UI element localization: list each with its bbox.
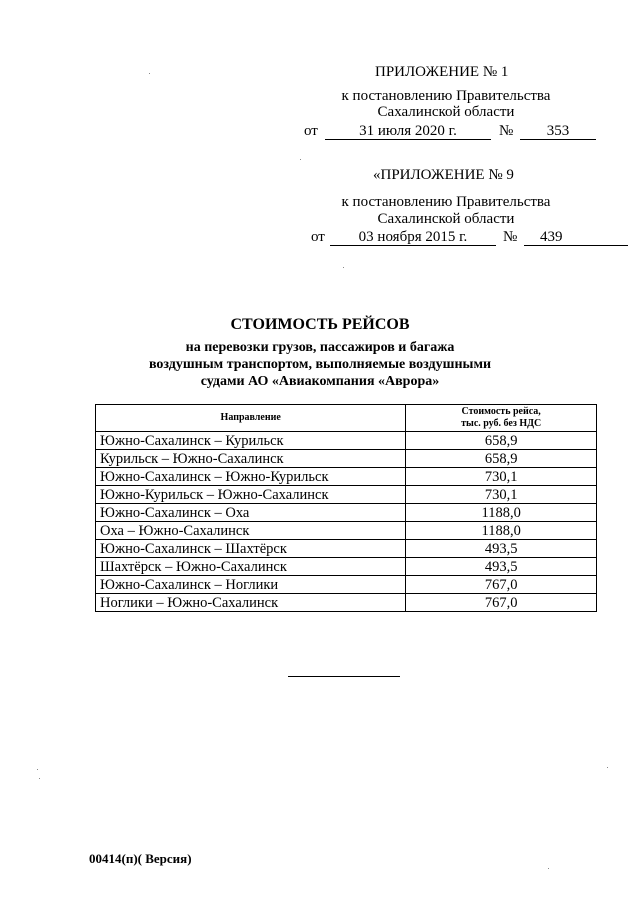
scan-speck [548,868,549,869]
appendix-9-line1: к постановлению Правительства [341,194,551,210]
cost-cell: 767,0 [406,576,597,594]
header-cost [406,405,597,432]
table-row [96,486,597,504]
scan-speck [149,73,150,74]
document-subtitle-line2: воздушным транспортом, выполняемые воздушными [148,357,492,372]
route-cell: Южно-Сахалинск – Курильск [96,432,406,450]
table-row [96,540,597,558]
cost-cell: 493,5 [406,540,597,558]
cost-cell: 730,1 [406,468,597,486]
cost-cell: 1188,0 [406,522,597,540]
appendix-9-num-label: № [503,229,518,245]
appendix-1-date: 31 июля 2020 г. [325,123,491,140]
scan-speck [343,267,344,268]
scan-speck [39,778,40,779]
route-cell: Южно-Сахалинск – Южно-Курильск [96,468,406,486]
table-row [96,468,597,486]
cost-cell: 658,9 [406,450,597,468]
route-cell: Южно-Сахалинск – Шахтёрск [96,540,406,558]
table-row [96,576,597,594]
route-cell: Южно-Курильск – Южно-Сахалинск [96,486,406,504]
document-subtitle-line3: судами АО «Авиакомпания «Аврора» [200,374,440,389]
appendix-1-line1: к постановлению Правительства [341,88,551,104]
document-title: СТОИМОСТЬ РЕЙСОВ [230,316,410,333]
appendix-1-from-label: от [304,123,318,139]
scan-speck [300,159,301,160]
appendix-1-title: ПРИЛОЖЕНИЕ № 1 [375,64,509,80]
flight-cost-table [95,404,597,612]
route-cell: Южно-Сахалинск – Оха [96,504,406,522]
appendix-1-number: 353 [520,123,596,140]
table-row [96,450,597,468]
cost-cell: 1188,0 [406,504,597,522]
appendix-9-number: 439 [524,229,628,246]
table-row [96,504,597,522]
cost-cell: 730,1 [406,486,597,504]
route-cell: Шахтёрск – Южно-Сахалинск [96,558,406,576]
appendix-9-title: «ПРИЛОЖЕНИЕ № 9 [373,167,514,183]
header-direction: Направление [96,405,406,432]
document-subtitle-line1: на перевозки грузов, пассажиров и багажа [185,340,455,355]
table-row [96,522,597,540]
cost-cell: 493,5 [406,558,597,576]
scan-speck [607,767,608,768]
route-cell: Ноглики – Южно-Сахалинск [96,594,406,612]
header-cost-line2: тыс. руб. без НДС [461,418,542,429]
footer-document-code: 00414(п)( Версия) [89,851,192,866]
appendix-1-num-label: № [499,123,514,139]
table-row [96,432,597,450]
scan-speck [37,769,38,770]
cost-cell: 767,0 [406,594,597,612]
end-separator-line [288,676,400,677]
header-cost-line1: Стоимость рейса, [461,406,541,417]
appendix-1-line2: Сахалинской области [377,104,515,120]
table-header-row [96,405,597,432]
route-cell: Курильск – Южно-Сахалинск [96,450,406,468]
appendix-9-from-label: от [311,229,325,245]
cost-cell: 658,9 [406,432,597,450]
appendix-9-line2: Сахалинской области [377,211,515,227]
table-row [96,558,597,576]
route-cell: Южно-Сахалинск – Ноглики [96,576,406,594]
appendix-9-date: 03 ноября 2015 г. [330,229,496,246]
table-row [96,594,597,612]
route-cell: Оха – Южно-Сахалинск [96,522,406,540]
